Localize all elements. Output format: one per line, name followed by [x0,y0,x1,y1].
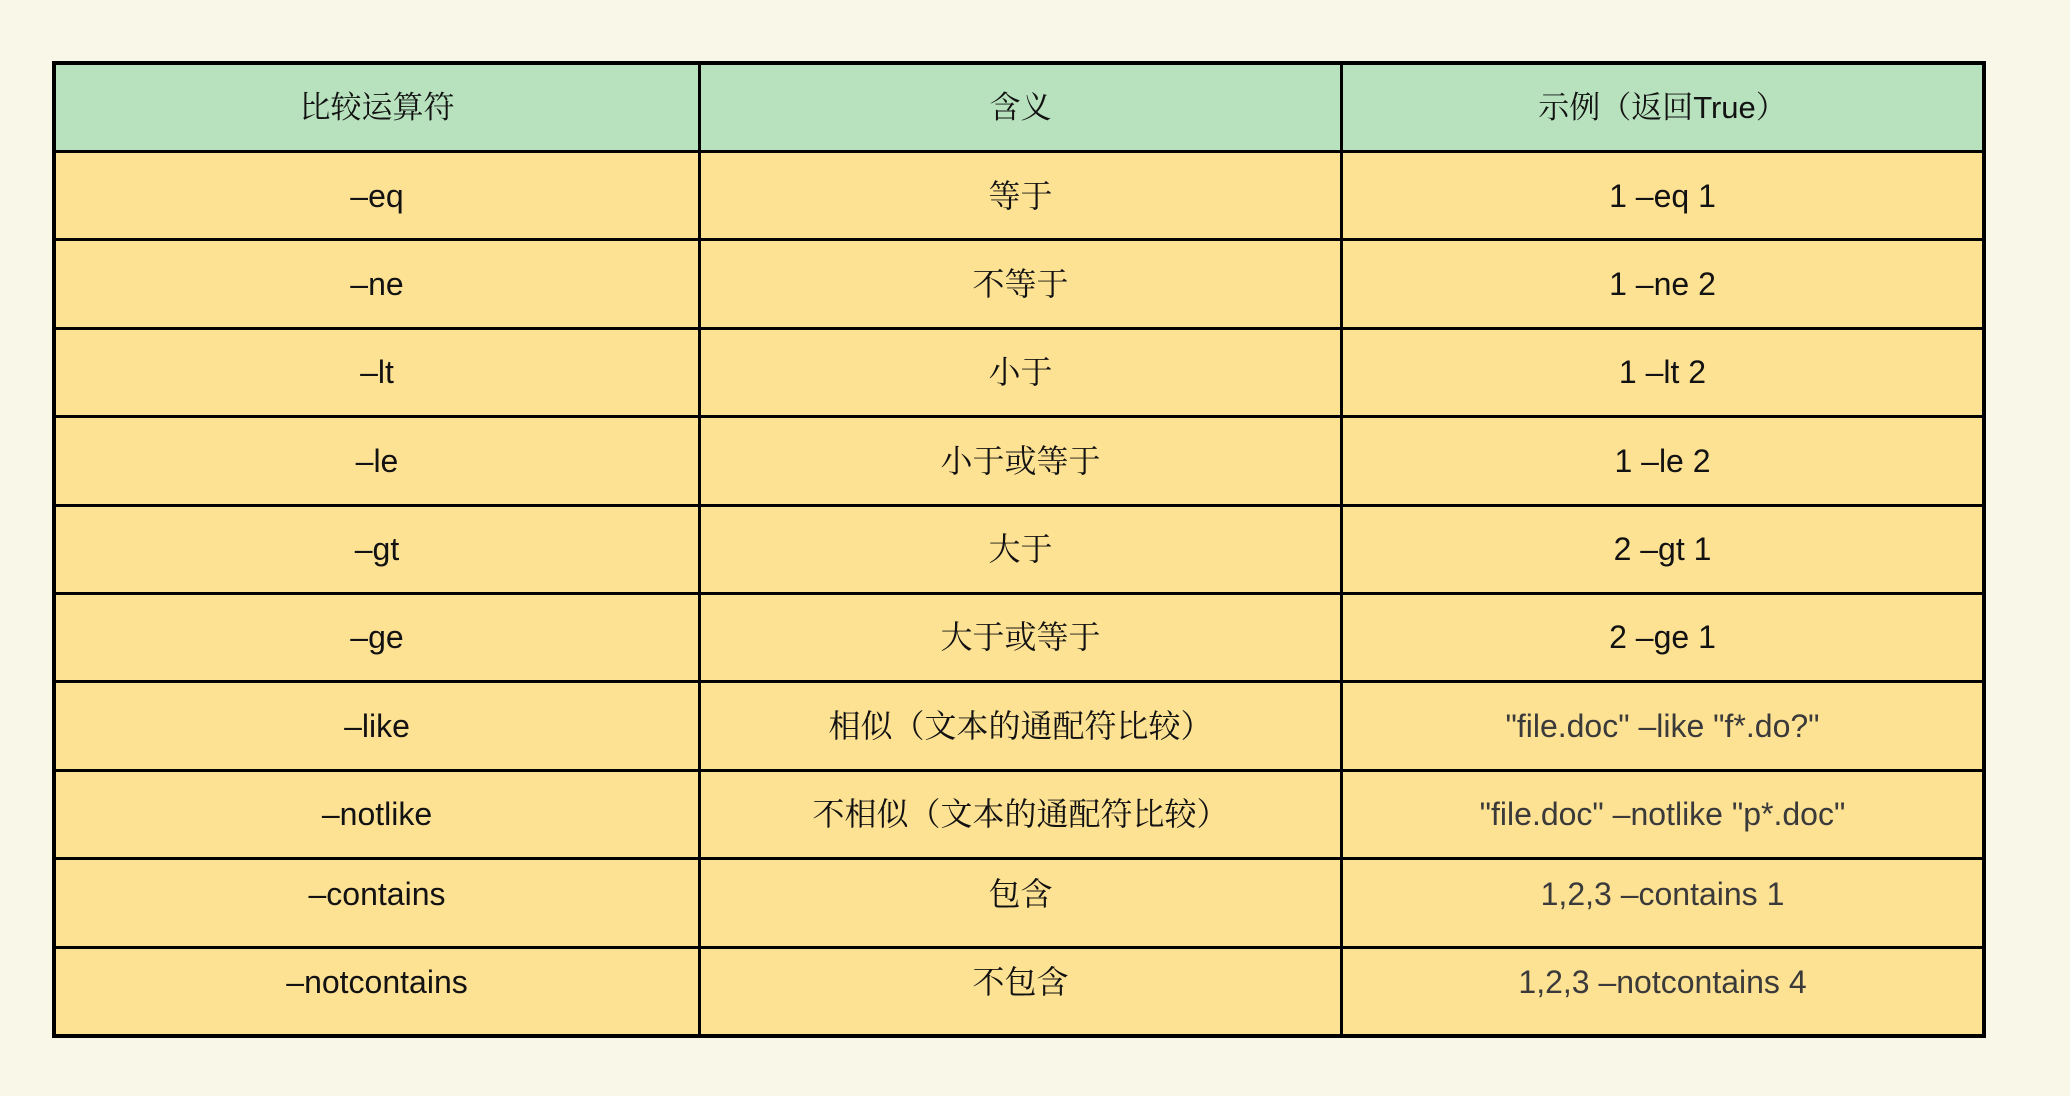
header-cell-meaning [698,65,1340,150]
cell-example [1340,507,1982,592]
cell-meaning [698,330,1340,415]
operator-text: –contains [308,875,446,912]
cell-operator [56,241,698,326]
cell-example [1340,683,1982,768]
operator-text: –le [355,442,399,479]
example-text: 1 –le 2 [1614,442,1711,479]
header-meaning-label: 含义 [989,89,1052,125]
cell-operator [56,949,698,1034]
cell-meaning [698,949,1340,1034]
meaning-text: 小于 [988,354,1053,391]
operator-text: –gt [354,531,400,568]
meaning-text: 大于或等于 [940,619,1101,656]
cell-meaning [698,418,1340,503]
meaning-text: 等于 [988,177,1053,214]
meaning-text: 包含 [988,875,1053,912]
cell-operator [56,153,698,238]
table-row [56,772,1982,860]
meaning-text: 不相似（文本的通配符比较） [812,796,1229,833]
example-text: 1 –eq 1 [1609,177,1716,214]
operator-text: –notlike [321,796,433,833]
meaning-text: 小于或等于 [940,442,1101,479]
example-text: "file.doc" –like "f*.do?" [1505,707,1820,744]
operator-text: –notcontains [286,964,468,1001]
cell-operator [56,683,698,768]
cell-operator [56,595,698,680]
cell-meaning [698,772,1340,857]
cell-operator [56,507,698,592]
cell-example [1340,153,1982,238]
cell-meaning [698,507,1340,592]
meaning-text: 不等于 [972,265,1069,302]
operator-text: –like [344,707,410,744]
cell-meaning [698,595,1340,680]
cell-meaning [698,153,1340,238]
meaning-text: 相似（文本的通配符比较） [828,707,1213,744]
meaning-text: 不包含 [972,964,1069,1001]
cell-example [1340,949,1982,1034]
table-row [56,241,1982,329]
table-row [56,330,1982,418]
table-header-row [56,65,1982,153]
table-row [56,860,1982,948]
operator-text: –ne [350,265,404,302]
header-cell-example [1340,65,1982,150]
meaning-text: 大于 [988,531,1053,568]
cell-example [1340,241,1982,326]
header-operator-label: 比较运算符 [299,89,455,125]
cell-example [1340,418,1982,503]
header-example-label: 示例（返回True） [1538,89,1787,125]
cell-example [1340,595,1982,680]
cell-example [1340,772,1982,857]
table-row [56,595,1982,683]
example-text: "file.doc" –notlike "p*.doc" [1479,796,1846,833]
example-text: 2 –ge 1 [1609,619,1716,656]
example-text: 1 –lt 2 [1618,354,1707,391]
table-row [56,949,1982,1034]
cell-meaning [698,241,1340,326]
operator-text: –eq [350,177,404,214]
cell-example [1340,330,1982,415]
cell-meaning [698,683,1340,768]
operator-text: –ge [350,619,404,656]
cell-example [1340,860,1982,945]
header-cell-operator [56,65,698,150]
cell-operator [56,330,698,415]
example-text: 2 –gt 1 [1613,531,1712,568]
cell-operator [56,860,698,945]
cell-operator [56,772,698,857]
operator-text: –lt [360,354,394,391]
table-row [56,507,1982,595]
table-row [56,153,1982,241]
comparison-operators-table [52,61,1986,1038]
example-text: 1,2,3 –contains 1 [1540,875,1785,912]
example-text: 1,2,3 –notcontains 4 [1518,964,1807,1001]
example-text: 1 –ne 2 [1609,265,1716,302]
cell-meaning [698,860,1340,945]
table-row [56,418,1982,506]
cell-operator [56,418,698,503]
table-row [56,683,1982,771]
